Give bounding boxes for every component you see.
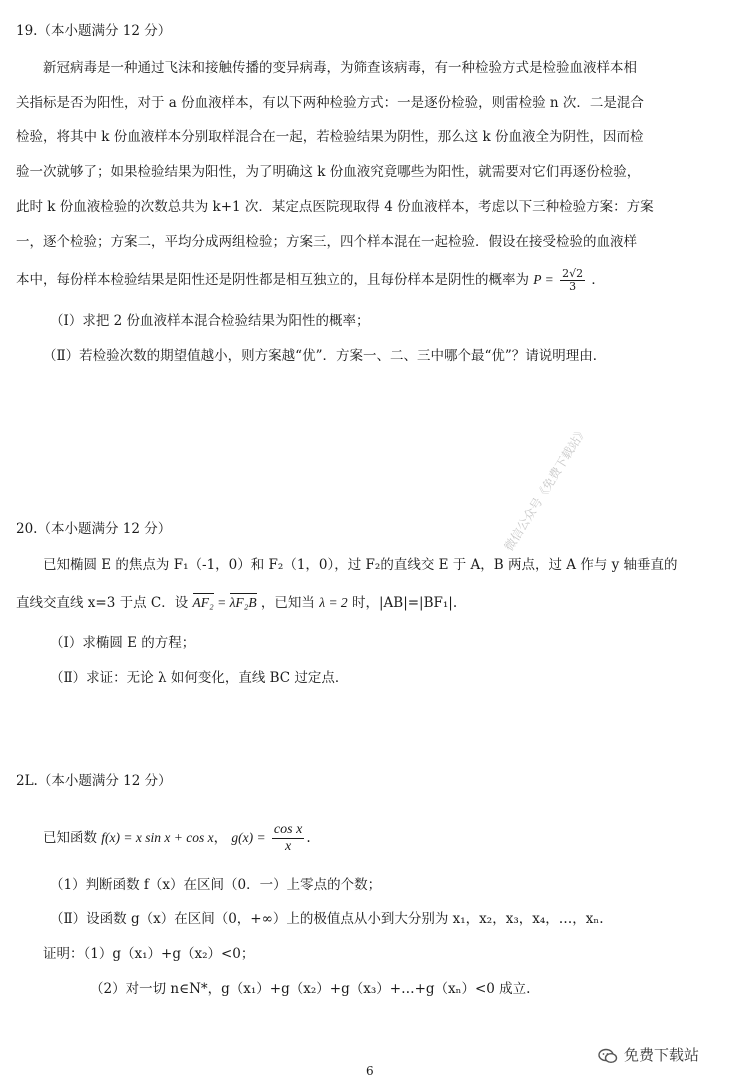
q21-part2: （Ⅱ）设函数 g（x）在区间（0，+∞）上的极值点从小到大分别为 x₁，x₂，x₃，x₄，…，xₙ. xyxy=(50,911,604,927)
prob-numerator: 2√2 xyxy=(562,267,584,280)
watermark: 微信公众号《免费下载站》 xyxy=(501,423,590,554)
wechat-icon xyxy=(598,1048,618,1064)
q21-line-function: 已知函数 f(x) = x sin x + cos x， g(x) = $\frac{\text{cos x}}{x}$ . xyxy=(43,822,311,854)
page-number: 6 xyxy=(366,1064,374,1078)
q19-line: 一，逐个检验；方案二，平均分成两组检验；方案三，四个样本混在一起检验．假设在接受检验的血液样 xyxy=(16,234,637,250)
q21-header: 2L.（本小题满分 12 分） xyxy=(16,773,172,789)
q21-part1: （1）判断函数 f（x）在区间（0．一）上零点的个数； xyxy=(50,877,382,893)
prob-fraction xyxy=(560,268,585,293)
function-g: g(x) = xyxy=(231,830,266,845)
q20-line: 已知椭圆 E 的焦点为 F₁（-1，0）和 F₂（1，0），过 F₂的直线交 E 于 A，B 两点，过 A 作与 y 轴垂直的 xyxy=(43,557,678,573)
vector-lambda-f2b: λF₂B xyxy=(229,595,257,610)
q19-line: 检验，将其中 k 份血液样本分别取样混合在一起，若检验结果为阴性，那么这 k 份血液全为阴性，因而检 xyxy=(16,129,644,145)
prob-denominator: 3 xyxy=(569,280,577,293)
q19-part2: （Ⅱ）若检验次数的期望值越小，则方案越“优”．方案一、二、三中哪个最“优”？请说明理由． xyxy=(43,348,607,364)
q19-header: 19.（本小题满分 12 分） xyxy=(16,23,172,39)
function-f: f(x) = x sin x + cos x xyxy=(101,830,214,845)
q20-header: 20.（本小题满分 12 分） xyxy=(16,521,172,537)
q19-line: 验一次就够了；如果检验结果为阳性，为了明确这 k 份血液究竟哪些为阳性，就需要对它们再逐份检验， xyxy=(16,164,641,180)
prob-symbol: P = xyxy=(533,272,554,287)
q20-part2: （Ⅱ）求证：无论 λ 如何变化，直线 BC 过定点． xyxy=(50,670,349,686)
q20-line-vector: 直线交直线 x=3 于点 C．设 AF₂ = λF₂B ，已知当 λ = 2 时，|AB|=|BF₁|. xyxy=(16,595,458,611)
g-fraction xyxy=(272,822,304,855)
q20-part1: （Ⅰ）求椭圆 E 的方程； xyxy=(50,635,196,651)
q19-line: 关指标是否为阳性，对于 a 份血液样本，有以下两种检验方式：一是逐份检验，则雷检验 n 次．二是混合 xyxy=(16,95,644,111)
q19-part1: （Ⅰ）求把 2 份血液样本混合检验结果为阳性的概率； xyxy=(50,313,370,329)
g-numerator: cos x xyxy=(273,822,303,837)
g-denominator: x xyxy=(285,839,292,854)
lambda-equation: λ = 2 xyxy=(319,595,348,610)
footer-logo-text: 免费下载站 xyxy=(624,1046,700,1064)
q19-line-prob: 本中，每份样本检验结果是阳性还是阴性都是相互独立的，且每份样本是阴性的概率为 P = $\frac{2√2}{3}$ ． xyxy=(16,267,605,293)
q21-proof: 证明：（1）g（x₁）+g（x₂）<0； xyxy=(43,946,255,962)
q21-proof2: （2）对一切 n∈N*，g（x₁）+g（x₂）+g（x₃）+…+g（xₙ）<0 成立. xyxy=(90,981,531,997)
footer-logo xyxy=(598,1044,699,1065)
vector-af2: AF₂ xyxy=(192,595,214,610)
q19-line: 此时 k 份血液检验的次数总共为 k+1 次．某定点医院现取得 4 份血液样本，考虑以下三种检验方案：方案 xyxy=(16,199,654,215)
q19-line: 新冠病毒是一种通过飞沫和接触传播的变异病毒，为筛查该病毒，有一种检验方式是检验血液样本相 xyxy=(43,60,637,76)
